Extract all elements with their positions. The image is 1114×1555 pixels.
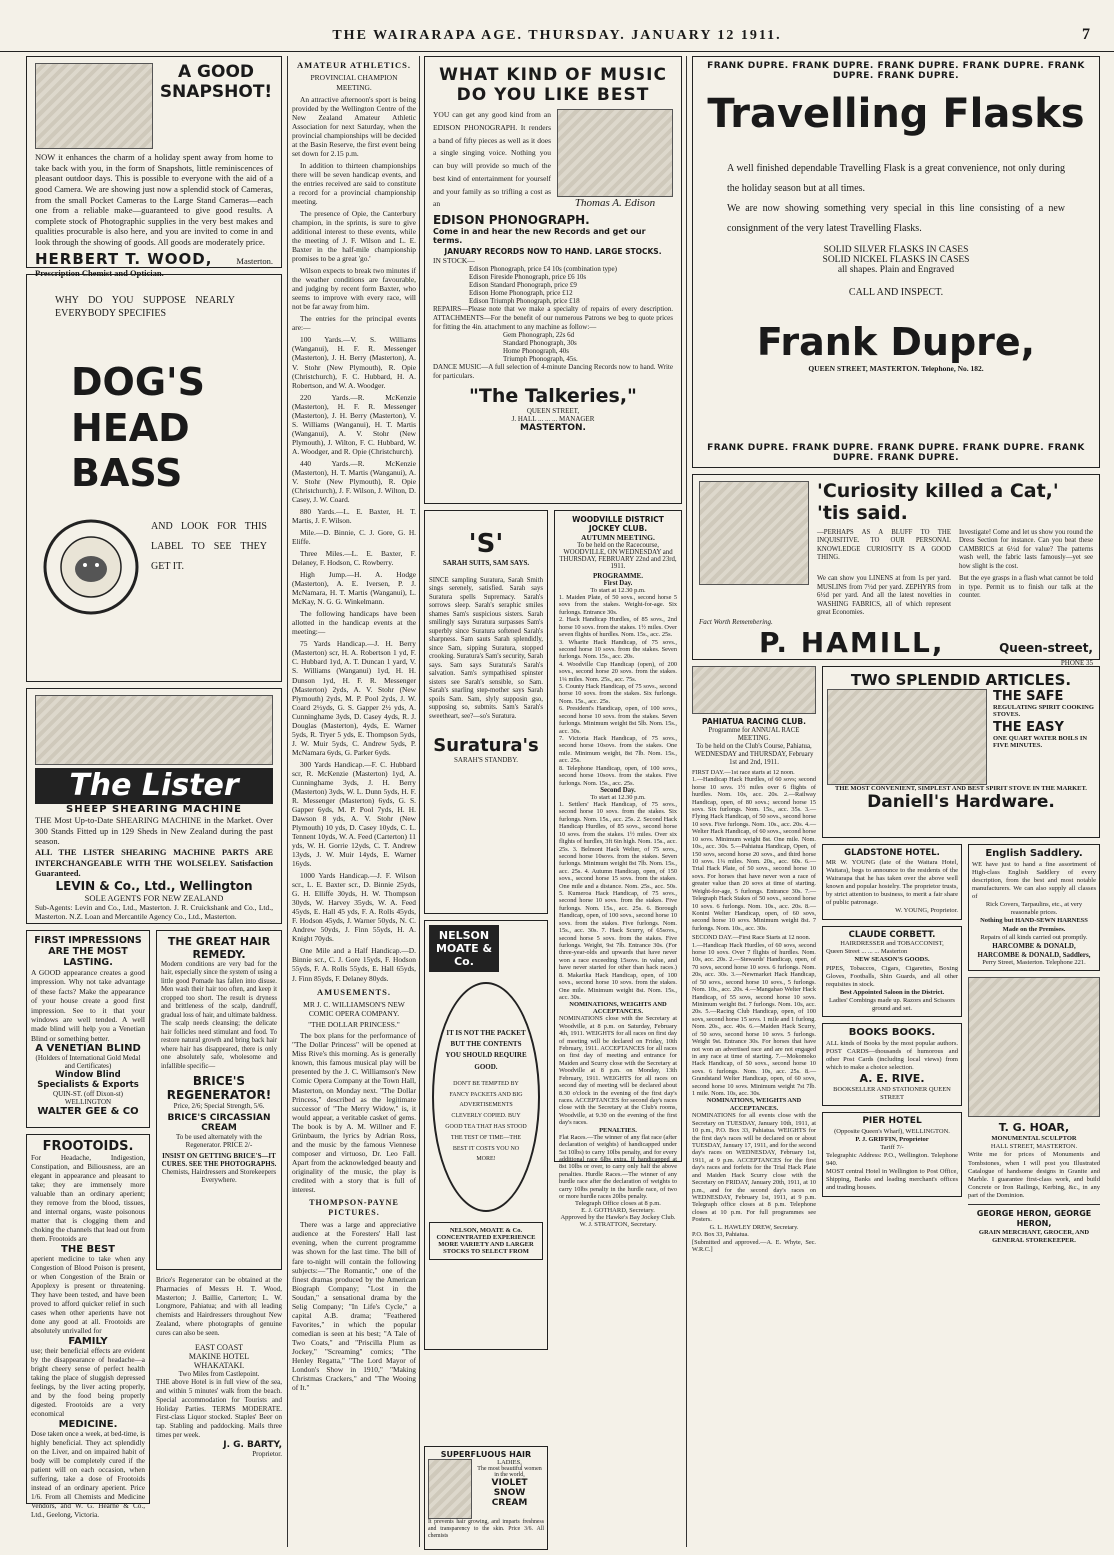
lister-firm: LEVIN & Co., Ltd., Wellington bbox=[55, 878, 253, 893]
suratura-big: 'S' bbox=[468, 529, 504, 559]
hamill-left: —PERHAPS AS A BLUFF TO THE INQUISITIVE. TO OUR PERSONAL KNOWLEDGE CURIOSITY IS A GOOD THING. bbox=[817, 528, 951, 562]
edison-dance: DANCE MUSIC—A full selection of 4-minute Dancing Records now to hand. Write for particulars. bbox=[433, 363, 673, 380]
dogs-head-label-icon bbox=[41, 517, 141, 617]
pahiatua-nom: NOMINATIONS, WEIGHTS AND ACCEPTANCES. bbox=[706, 1097, 802, 1112]
athletics-p14: 75 Yards Handicap.—J. H. Berry (Masterton) scr, H. A. Robertson 1 yd, F. C. Hubbard 1yd, A. T. Duncan 1 yard, V. S. Williams (Wanganui) 1yd, H. H. Dunson 1yd, H. F. R. Messenger (Masterton) 2yds, A. V. Stohr (New Plymouth) 2yds, M. P. Pool 2yds, J. W. Coard 2½yds, G. S. Gapper 2½ yds, A. Cunninghame 3yds, D. Casey 4yds, R. J. Douglas (Masterton), 4yds, E. Warner 5yds, R. Tryer 5 yds, E. Thompson 5yds, J. W. Muir 5yds, C. Andrew 5yds, P. McNamara 6yds, G. Parker 6yds. bbox=[292, 639, 416, 757]
edison-name: EDISON PHONOGRAPH. bbox=[433, 213, 590, 227]
hoar-addr: HALL STREET, MASTERTON. bbox=[990, 1143, 1078, 1151]
edison-h2: DO YOU LIKE BEST bbox=[456, 85, 650, 105]
edison-town: MASTERTON. bbox=[520, 422, 586, 433]
lister-agents: SOLE AGENTS FOR NEW ZEALAND bbox=[84, 892, 224, 903]
athletics-p9: 880 Yards.—L. E. Baxter, H. T. Martis, J. F. Wilson. bbox=[292, 506, 416, 526]
athletics-p7: 220 Yards.—R. McKenzie (Masterton), H. F. R. Messenger (Masterton), J. H. Berry (Masterton), V. S. Williams (Wanganui), H. T. Martis (Wanganui), A. V. Stohr (New Plymouth), J. Wilton, F. C. Hubbard, W. A. Woodger, and R. Opie (Christchurch). bbox=[292, 392, 416, 456]
column-2 bbox=[292, 56, 416, 1551]
camera-illustration bbox=[35, 63, 153, 149]
blind-sub: (Holders of International Gold Medal and Certificates) bbox=[35, 1054, 141, 1070]
pahiatua-sec: G. L. HAWLEY DREW, Secretary. bbox=[709, 1223, 799, 1231]
woodville-sub: AUTUMN MEETING. bbox=[581, 533, 655, 542]
amusements-show: "THE DOLLAR PRINCESS." bbox=[308, 1020, 400, 1030]
daniell-easy: THE EASY bbox=[993, 720, 1064, 735]
wood-sub: Prescription Chemist and Optician. bbox=[35, 267, 164, 278]
saddlery-harness: Nothing but HAND-SEWN HARNESS Made on the Premises. bbox=[980, 917, 1088, 933]
dupre-l3: all shapes. Plain and Engraved bbox=[837, 265, 955, 275]
amusements-p1: The box plans for the performance of "The Dollar Princess" will be opened at Miss Rive's this morning. As is generally known, this famous musical play will be presented by the J. C. Williamson's New Comic Opera Company at the Town Hall, Masterton, on Monday next. "The Dollar Princess," described as the legitimate successor of "The Merry Widow," is, it would appear, a veritable casket of gems. The book is by A. M. Willner and F. Grünbaum, the lyrics by Adrian Ross, and the music by the famous Viennese composer and virtuoso, Dr. Leo Fall. Apart from the acknowledged beauty and originality of the music, the play is credited with a story that is full of interest. bbox=[292, 1031, 416, 1194]
corbett-new: NEW SEASON'S GOODS. bbox=[854, 956, 930, 964]
wood-heading: A GOOD SNAPSHOT! bbox=[159, 62, 273, 102]
frootoids-family: FAMILY bbox=[68, 1336, 108, 1347]
violet-snow-cream-advert bbox=[424, 1446, 548, 1550]
column-rule bbox=[287, 56, 288, 1547]
saddlery-body: WE have just to hand a fine assortment of High-class English Saddlery of every description, from the best and most notable manufacturers. We can also supply all classes of bbox=[972, 860, 1096, 900]
lister-advert bbox=[26, 688, 282, 924]
hoar-body: Write me for prices of Monuments and Tombstones, when I will post you Illustrated Catalogue of handsome designs in Granite and Marble. I guarantee first-class work, and build Concrete or Iron Railings, Kerbing, &c., in any part of the Dominion. bbox=[968, 1151, 1100, 1199]
dupre-body1: A well finished dependable Travelling Flask is a great convenience, not only during the holiday season but at all times. bbox=[727, 163, 1065, 194]
edison-street: QUEEN STREET, bbox=[526, 406, 580, 415]
column-3 bbox=[424, 56, 682, 1551]
dupre-heading: Travelling Flasks bbox=[707, 91, 1085, 137]
brices-cream: BRICE'S CIRCASSIAN CREAM bbox=[167, 1113, 271, 1134]
woodville-races-day1 bbox=[559, 594, 677, 787]
column-1 bbox=[26, 56, 282, 1551]
pahiatua-heading: PAHIATUA RACING CLUB. bbox=[702, 717, 806, 726]
woodville-sec2: W. J. STRATTON, Secretary. bbox=[579, 1221, 657, 1229]
pier-name: P. J. GRIFFIN, Proprietor bbox=[855, 1135, 929, 1143]
edison-come: Come in and hear the new Records and get our terms. bbox=[433, 227, 646, 245]
athletics-p4: Wilson expects to break two minutes if the weather conditions are favourable, and judging by recent form Baxter, who seems to improve with every race, will not be far away from him. bbox=[292, 266, 416, 312]
corbett-body: PIPES, Tobaccos, Cigars, Cigarettes, Boxing Gloves, Footballs, Shin Guards, and all other requisites in stock. bbox=[826, 964, 958, 988]
woodville-race: 4. Woodville Cup Handicap (open), of 200 sovs., second horse 20 sovs. from the stakes. 1¼ miles. Nom. 25s., acc. 75s. bbox=[559, 660, 677, 683]
nelson-foot: NELSON, MOATE & Co. CONCENTRATED EXPERIENCE MORE VARIETY AND LARGER STOCKS TO SELECT FROM bbox=[429, 1222, 543, 1260]
monument-illustration bbox=[968, 977, 1100, 1117]
hotel-h1: EAST COAST bbox=[194, 1343, 244, 1353]
nelson-warn: DON'T BE TEMPTED BY FANCY PACKETS AND BIG ADVERTISEMENTS CLEVERLY COPIED. BUY GOOD TEA THAT HAS STOOD THE TEST OF TIME—THE BEST IT COSTS YOU NO MORE! bbox=[445, 1080, 527, 1163]
amusements-p2: There was a large and appreciative audience at the Foresters' Hall last evening, when the current programme was shown for the last time. The bill of fare to-night will contain the following subjects:—"The Romantic," one of the finest dramas produced by the American Biograph Company; "Lost in the Soudan," a sensational drama by the Selig Company; "In Life's Cycle," a capital A.B. drama; "Feathered Favorites," in which the popular comedian is seen at his best; "A Tale of Two Coats," and "Priscilla Plum as Jockey," "Screaming" comics; "The Henley Regatta," "The Lord Mayor of London's Show in 1910," "Making Christmas Crackers," and "The Wooing of It." bbox=[292, 1220, 416, 1392]
athletics-p10: Mile.—D. Binnie, C. J. Gore, G. H. Eliffe. bbox=[292, 528, 416, 547]
woodville-tel: Telegraph Office closes at 8 p.m. bbox=[575, 1200, 661, 1208]
books-advert bbox=[822, 1023, 962, 1106]
dupre-addr: QUEEN STREET, MASTERTON. Telephone, No. 182. bbox=[808, 364, 984, 373]
daniell-safe: THE SAFE bbox=[993, 689, 1064, 704]
woodville-races-day2: 1. Settlers' Hack Handicap, of 75 sovs., second horse 10 sovs. from the stakes. Six furlongs. Nom. 15s., acc. 25s. 2. Second Hack Handicap Hurdles, of 85 sovs., second horse 10 sovs. from the stakes. 1½ miles. Over six flights of hurdles, 3ft 6in high. Nom. 15s., acc. 25s. 3. Belmont Hack Welter, of 75 sovs., second horse 10sovs. from the stakes. Seven furlongs. Minimum weight 8st 7lb. Nom. 15s., acc. 25s. 4. Autumn Handicap, open, of 150 sovs., second horse 15 sovs. from the stakes. One mile and a distance. Nom. 25s., acc. 50s. 5. Kumeroa Hack Handicap, of 75 sovs., second horse 10 sovs. from the stakes. Five furlongs. Nom. 15s., acc. 25s. 6. Borough Handicap, open, of 100 sovs., second horse 10 sovs. from the stakes. Five furlongs. Nom. 15s., acc. 30s. 7. Hack Scurry, of 65sovs., second horse 5 sovs. from the stakes. Five furlongs. Weight, 9st 7lb. Entrance 30s. (For three-year-olds and upwards that have never won a race exceeding 15sovs. in value, and have never started for other than hack races.) 8. Makarika Hack Handicap, open, of 100 sovs., second horse 10 sovs. from the stakes. One mile. Minimum weight 8st. Nom. 15s., acc. 30s. bbox=[559, 800, 677, 1001]
daniell-name: Daniell's Hardware. bbox=[867, 792, 1055, 812]
edison-models bbox=[469, 265, 673, 305]
edison-signature: Thomas A. Edison bbox=[574, 197, 656, 209]
pahiatua-first: FIRST DAY.—1st race starts at 12 noon. bbox=[692, 768, 795, 776]
brices-chemists: Chemists, Hairdressers and Storekeepers Everywhere. bbox=[161, 1168, 277, 1185]
frootoids-heading: FROOTOIDS. bbox=[42, 1139, 134, 1154]
gladstone-name: W. YOUNG, Proprietor. bbox=[895, 907, 958, 915]
edison-shop: "The Talkeries," bbox=[469, 384, 637, 407]
pahiatua-sub: Programme for ANNUAL RACE MEETING. bbox=[708, 726, 800, 742]
athletics-p2: In addition to thirteen championships there will be seven handicap events, and the entries received are said to constitute a record for a provincial championship meeting. bbox=[292, 160, 416, 206]
pahiatua-second: SECOND DAY.—First Race Starts at 12 noon. bbox=[692, 934, 811, 942]
spirit-stove-illustration bbox=[827, 689, 987, 785]
saddlery-items: Rick Covers, Tarpaulins, etc., at very reasonable prices. bbox=[985, 901, 1083, 917]
woodville-race: 7. Victoria Hack Handicap, of 75 sovs., second horse 10sovs. from the stakes. One mile. Minimum weight, 8st 7lb. Nom. 15s., acc. 25s. bbox=[559, 735, 677, 765]
pahiatua-advert bbox=[692, 718, 816, 1253]
blind-h3: Window Blind Specialists & Exports bbox=[37, 1070, 139, 1090]
corbett-sub: HAIRDRESSER and TOBACCONIST, bbox=[840, 940, 944, 948]
gladstone-body: MR W. YOUNG (late of the Waitara Hotel, Waitara), begs to announce to the residents of the Wairarapa that he has taken over the above well known and popular hostelry. The proprietor trusts, by strict attention to business, to merit a fair share of public patronage. bbox=[826, 858, 958, 907]
blind-addr: QUIN-ST. (off Dixon-st) WELLINGTON bbox=[53, 1090, 123, 1106]
gladstone-advert bbox=[822, 844, 962, 920]
hotel-miles: Two Miles from Castlepoint. bbox=[178, 1370, 260, 1379]
hotel-role: Proprietor. bbox=[252, 1449, 282, 1458]
masthead-title: THE WAIRARAPA AGE. THURSDAY. JANUARY 12 1911. bbox=[332, 28, 782, 43]
lady-portrait-illustration bbox=[428, 1459, 472, 1519]
wood-name: HERBERT T. WOOD, bbox=[35, 249, 213, 268]
saddlery-heading: English Saddlery. bbox=[985, 848, 1083, 859]
edison-advert bbox=[424, 56, 682, 504]
column-4 bbox=[692, 56, 1100, 1551]
lister-sub: SHEEP SHEARING MACHINE bbox=[66, 804, 242, 815]
heron-advert bbox=[968, 1209, 1100, 1245]
woodville-sec1: E. J. GOTHARD, Secretary. bbox=[581, 1207, 655, 1215]
amusements-sub: MR J. C. WILLIAMSON'S NEW COMIC OPERA COMPANY. bbox=[303, 999, 405, 1019]
nelson-oval bbox=[432, 982, 540, 1212]
heron-name: GEORGE HERON, GEORGE HERON, bbox=[976, 1209, 1092, 1229]
hotel-advert bbox=[156, 1343, 282, 1457]
woodville-nombody: NOMINATIONS close with the Secretary at Woodville, at 8 p.m. on Saturday, February 4th, 1911. WEIGHTS for all races on first day of meeting will be declared on Friday, 10th February, 1911. ACCEPTANCES for all races on first day of meeting and entrance for Maiden and Scurry close with the Secretary at Woodville at 8 p.m. on Monday, 13th February, 1911. WEIGHTS for all races on second day of meeting will be declared about 8.30 o'clock in the evening of the first day's races. ACCEPTANCES for second day's races close with the Secretary at the Club's rooms, Woodville, at 9.30 on the evening of the first day's races. bbox=[559, 1015, 677, 1127]
edison-price: Home Phonograph, 40s bbox=[503, 347, 569, 356]
pier-hotel-advert bbox=[822, 1112, 962, 1196]
wood-place: Masterton. bbox=[236, 255, 273, 266]
woodville-pen: PENALTIES. bbox=[599, 1126, 637, 1134]
hamill-street: Queen-street, bbox=[999, 640, 1093, 655]
woodville-approved: Approved by the Hawke's Bay Jockey Club. bbox=[560, 1214, 676, 1222]
phonograph-illustration bbox=[557, 109, 673, 197]
hamill-phone: PHONE 35 bbox=[1060, 658, 1093, 667]
edison-manager: J. HALL ... ... ... MANAGER bbox=[511, 414, 595, 423]
saddlery-advert bbox=[968, 844, 1100, 971]
edison-price: Standard Phonograph, 30s bbox=[503, 339, 577, 348]
hotel-h2: MAKINE HOTEL bbox=[188, 1352, 250, 1362]
daniell-heading: TWO SPLENDID ARTICLES. bbox=[850, 671, 1072, 689]
pahiatua-races1: 1.—Handicap Hack Hurdles, of 60 sovs; second horse 10 sovs. 1½ miles over 6 flights of hurdles. Nom. 10s, acc. 20s. 2.—Railway Handicap, open, of 80 sovs.; second horse 15 sovs. Six furlongs. Nom. 15s., acc. 35s. 3.—Flying Hack Handicap, of 50 sovs., second horse 10 sovs. Five furlongs. Nom. 10s., acc. 20s. 4.—Welter Hack Handicap, of 60 sovs., second horse 10 sovs. Minimum weight 8st. One mile. Nom. 10s., acc. 30s. 5.—Pahiatua Handicap, Open, of 150 sovs, second horse 20 sovs., and third horse 10 sovs. 1¼ miles. Nom. 20s., acc. 60s. 6.—Trial Hack Plate, of 50 sovs., second horse 10 sovs. For horses that have never won a race of greater value than 20 sovs at time of starting. Weight-for-age, 5 furlongs. Entrance 30s. 7.—Telegraph Hack Stakes of 50 sovs., second horse 10 sovs. 6 furlongs. Nom. 10s., acc. 20s. 8.—Konini Welter Handicap, open, of 60 sovs, second horse 10 sovs. Minimum weight 8st. 7 furlongs. Nom. 10s., acc. 30s. bbox=[692, 776, 816, 932]
athletics-heading: AMATEUR ATHLETICS. bbox=[296, 60, 412, 70]
thompson-payne-heading: THOMPSON-PAYNE PICTURES. bbox=[309, 1197, 399, 1217]
edison-h1: WHAT KIND OF MUSIC bbox=[439, 65, 667, 85]
athletics-p13: The following handicaps have been allotted in the handicap events at the meeting:— bbox=[292, 609, 416, 637]
edison-price: Gem Phonograph, 22s 6d bbox=[503, 331, 575, 340]
athletics-p16: 1000 Yards Handicap.—J. F. Wilson scr., L. E. Baxter scr., D. Binnie 25yds, G. H. Elliffe 30yds, H. W. Thompson 30yds, W. Harvey 35yds, W. A. Feed 45yds, E. Hall 45 yds, F. A. Rolls 45yds, F. Hodson 45yds, J. Warner 50yds, N. C. Andrew 50yds, J. Finn 55yds, H. A. Knight 70yds. bbox=[292, 871, 416, 944]
athletics-p1: An attractive afternoon's sport is being provided by the Wellington Centre of the New Zealand Amateur Athletic Association for next Saturday, when the provincial championships will be decided at the Basin Reserve, the first event being set down for 2.15 p.m. bbox=[292, 94, 416, 158]
edison-body: YOU can get any good kind from an EDISON PHONOGRAPH. It renders a band of fifty pieces as well as it does a single singing voice. Nothing you can buy will provide so much of the best kind of entertainment for yourself and your family as so trifling a cost as an bbox=[433, 110, 551, 209]
saddlery-name: HARCOMBE & DONALD, HARCOMBE & DONALD, Saddlers, bbox=[977, 941, 1091, 959]
horse-racing-illustration bbox=[692, 666, 816, 714]
edison-model: Edison Home Phonograph, price £12 bbox=[469, 289, 573, 297]
edison-repairs: REPAIRS—Please note that we make a specialty of repairs of every description. ATTACHMENTS—For the benefit of our numerous Patrons we beg to quote prices for fitting the 4in. attachment to any machine as follow:— bbox=[433, 305, 673, 331]
brices-cream-note: To be used alternately with the Regenerator. PRICE 2/- bbox=[175, 1133, 262, 1150]
dogs-head-advert bbox=[26, 274, 282, 682]
daniell-conv: THE MOST CONVENIENT, SIMPLEST AND BEST SPIRIT STOVE IN THE MARKET. bbox=[835, 785, 1087, 792]
pier-tariff: Tariff 7/- bbox=[880, 1143, 904, 1151]
dupre-name: Frank Dupre, bbox=[756, 320, 1036, 364]
hoar-name: T. G. HOAR, bbox=[998, 1121, 1070, 1135]
hotel-name: J. G. BARTY, bbox=[223, 1439, 282, 1450]
hamill-right2: But the eye grasps in a flash what cannot be told in type. Permit us to finish our talk at the counter. bbox=[959, 575, 1093, 600]
masthead bbox=[0, 0, 1114, 52]
pier-sub: (Opposite Queen's Wharf), WELLINGTON. bbox=[834, 1127, 950, 1135]
woodville-day1: First Day. bbox=[603, 580, 633, 587]
brices-name: BRICE'S REGENERATOR! bbox=[166, 1074, 272, 1103]
violet-h2: LADIES, bbox=[497, 1459, 522, 1466]
athletics-sub: PROVINCIAL CHAMPION MEETING. bbox=[310, 73, 398, 92]
hamill-heading: 'Curiosity killed a Cat,' 'tis said. bbox=[817, 480, 1059, 524]
violet-h1: SUPERFLUOUS HAIR bbox=[440, 1450, 532, 1459]
woodville-advert bbox=[554, 510, 682, 1229]
dupre-stripe: FRANK DUPRE. FRANK DUPRE. FRANK DUPRE. FRANK DUPRE. FRANK DUPRE. FRANK DUPRE. bbox=[707, 61, 1085, 81]
corbett-ladies: Ladies' Combings made up. Razors and Scissors ground and set. bbox=[829, 997, 955, 1013]
nelson-body: IT IS NOT THE PACKET BUT THE CONTENTS YOU SHOULD REQUIRE GOOD. bbox=[445, 1029, 527, 1071]
edison-price: Triumph Phonograph, 45s. bbox=[503, 355, 578, 364]
frootoids-body: For Headache, Indigestion, Constipation, and Biliousness, are an elegant in appearance and pleasant to take; they are immensely more valuable than an ordinary aperient; they remove from the blood, tissues, and internal organs, waste poisonous matter that is clogging them and choking the channels that lead out from them. Frootoids are bbox=[31, 1154, 145, 1243]
woodville-intro: To be held on the Racecourse, WOODVILLE, ON WEDNESDAY and THURSDAY, FEBRUARY 22nd and 23rd, 1911. bbox=[559, 542, 677, 570]
athletics-p12: High Jump.—H. A. Hodge (Masterton), A. E. Iversen, P. J. McNamara, H. T. Martis (Wanganui), L. McKay, N. G. G. Winkelmann. bbox=[292, 570, 416, 607]
page-number: 7 bbox=[1082, 26, 1090, 43]
saddlery-repairs: Repairs of all kinds carried out promptly. bbox=[980, 933, 1088, 941]
woodville-race: 6. President's Handicap, open, of 100 sovs., second horse 10 sovs. from the stakes. Seven furlongs. Minimum weight 8st 5lb. Nom. 15s., acc. 30s. bbox=[559, 705, 677, 735]
woodville-day2: Second Day. bbox=[600, 786, 636, 794]
frootoids-body3: use; their beneficial effects are evident by the disappearance of headache—a bright cheery sense of perfect health taking the place of sluggish depressed feelings, by the liver acting properly, and by the food being properly digested. Frootoids are a very economical bbox=[31, 1347, 145, 1418]
nelson-logo: NELSON MOATE & Co. bbox=[429, 925, 499, 972]
hamill-left2: We can show you LINENS at from 1s per yard. MUSLINS from 7½d per yard. ZEPHYRS from 6½d per yard. And all the latest novelties in WASHING FABRICS, all of which represent great Economies. bbox=[817, 575, 951, 617]
suratura-name: Suratura's bbox=[433, 735, 539, 757]
athletics-p5: The entries for the principal events are:— bbox=[292, 314, 416, 333]
frootoids-best: THE BEST bbox=[61, 1244, 115, 1255]
dupre-l1: SOLID SILVER FLASKS IN CASES bbox=[823, 245, 969, 255]
brices-heading: THE GREAT HAIR REMEDY. bbox=[167, 935, 271, 961]
blind-h2: A VENETIAN BLIND bbox=[35, 1043, 141, 1054]
frootoids-body4: Dose taken once a week, at bed-time, is highly beneficial. They act splendidly on the Liver, and on impaired habit of body will be completely cured if the patient will on each occasion, when suffering, take a dose of Frootoids instead of an ordinary aperient. Price 1/6. From all Chemists and Medicine Vendors, and W. G. Hearne & Co., Ltd., Geelong, Victoria. bbox=[31, 1430, 145, 1519]
woodville-race: 8. Telephone Handicap, open, of 100 sovs., second horse 10sovs. from the stakes. Five furlongs. Nom. 15s., acc. 25s. bbox=[559, 764, 677, 787]
daniell-easysub: ONE QUART WATER BOILS IN FIVE MINUTES. bbox=[993, 735, 1088, 749]
daniell-advert bbox=[822, 666, 1100, 838]
gladstone-heading: GLADSTONE HOTEL. bbox=[844, 848, 940, 858]
brices-body2: Brice's Regenerator can be obtained at the Pharmacies of Messrs H. T. Wood, Masterton; J. Baillie, Carterton; L. W. Longmore, Pahiatua; and with all leading chemists and Hairdressers throughout New Zealand, where photographs of genuine cures can also be seen. bbox=[156, 1276, 282, 1337]
hand-illustration bbox=[699, 481, 809, 585]
wood-advert bbox=[26, 56, 282, 278]
column-rule bbox=[686, 56, 687, 1547]
hotel-body: THE above Hotel is in full view of the sea, and within 5 minutes' walk from the beach. Special accommodation for Tourists and Holiday Parties. TERMS MODERATE. First-class Liquor stocked. Staples' Beer on tap. Stabling and paddocking. Mails three times per week. bbox=[156, 1378, 282, 1439]
hamill-right: Investigate! Come and let us show you round the Dress Section for instance. Can you beat these CAMBRICS at 6½d for value? The patterns wash well, the fabric lasts famously—yet see how slight is the cost. bbox=[959, 528, 1093, 570]
dogs-side: AND LOOK FOR THIS LABEL TO SEE THEY GET IT. bbox=[151, 520, 267, 572]
hamill-fact: Fact Worth Remembering. bbox=[699, 617, 773, 626]
blind-h1: FIRST IMPRESSIONS ARE THE MOST LASTING. bbox=[34, 935, 142, 968]
brices-advert bbox=[156, 930, 282, 1270]
shearing-handpiece-illustration bbox=[35, 695, 273, 765]
dogs-big: DOG'S HEAD BASS bbox=[71, 360, 206, 496]
edison-prices bbox=[503, 331, 673, 363]
pahiatua-intro: To be held on the Club's Course, Pahiatua, WEDNESDAY and THURSDAY, February 1st and 2nd, 1911. bbox=[694, 742, 814, 766]
hoar-sub: MONUMENTAL SCULPTOR bbox=[991, 1135, 1077, 1143]
frootoids-body2: aperient medicine to take when any Congestion of Blood Poison is present, or when Congestion of the Brain or Apoplexy is present or threatening. They have been tested, and have been proved to afford quicker relief in such cases when other aperients have not done any good at all. Frootoids are absolutely unrivalled for bbox=[31, 1255, 145, 1335]
suratura-tag: SARAH SUITS, SAM SAYS. bbox=[442, 559, 530, 567]
violet-body: It prevents hair growing, and imparts freshness and transparency to the skin. Price 3/6. All chemists bbox=[428, 1519, 544, 1540]
woodville-race: 5. County Hack Handicap, of 75 sovs., second horse 10 sovs. from the stakes. Six furlongs. Nom. 15s., acc. 25s. bbox=[559, 683, 677, 705]
woodville-prog: PROGRAMME. bbox=[593, 572, 643, 580]
blind-firm: WALTER GEE & CO bbox=[37, 1106, 139, 1117]
woodville-heading: WOODVILLE DISTRICT JOCKEY CLUB. bbox=[572, 515, 664, 533]
blind-body: A GOOD appearance creates a good impression. Why not take advantage of these facts? Make the appearance of your house create a good first impression. See to it that your windows are well tended. A well made blind will help you a Venetian Blind or something better. bbox=[31, 968, 145, 1043]
frootoids-advert bbox=[26, 1134, 150, 1519]
athletics-p3: The presence of Opie, the Canterbury champion, in the sprints, is sure to give additional interest to these events, while the meeting of J. F. Wilson and L. E. Baxter in the half-mile championship promises to be a great 'go.' bbox=[292, 209, 416, 264]
violet-h4: VIOLET SNOW CREAM bbox=[491, 1478, 528, 1508]
pahiatua-races2: 1.—Handicap Hack Hurdles, of 60 sovs, second horse 10 sovs. Over 7 flights of hurdles. Nom. 10s, acc. 20s. 2.—Stewards' Handicap, open, of 70 sovs, second horse 10 sovs. 6 furlongs. Nom. 20s, acc. 30s. 3.—Newmarket Hack Handicap, of 50 sovs., second horse 10 sovs., 5 furlongs. Nom. 10s., acc. 20s. 4.—Mangahao Welter Hack Handicap, of 55 sovs, second horse 10 sovs. Minimum weight 8st. 7 furlongs. Nom. 10s, acc. 20s. 5.—Racing Club Handicap, open, of 100 sovs, second horse 15 sovs. 1 mile and 1 furlong. Nom. 20s., acc. 40s. 6.—Maiden Hack Scurry, of 50 sovs, second horse 10 sovs. 5 furlongs. Weight 9st. Entrance 30s. For horses that have not won an advertised race and are not engaged in any race at time of starting. 7.—Mokomoko Hack Handicap, of 50 sovs., second horse 10 sovs. 6 furlongs. Nom. 10s, acc. 25s. 8.—Grandstand Welter Handicap, open, of 60 sovs, second horse 10 sovs. Minimum weight 7st 7lb. 1 mile. Nom. 10s, acc. 30s. bbox=[692, 941, 816, 1098]
edison-stock: IN STOCK— bbox=[433, 256, 475, 265]
edison-model: Edison Standard Phonograph, price £9 bbox=[469, 281, 577, 289]
dupre-body2: We are now showing something very special in this line consisting of a new consignment of the very latest Travelling Flasks. bbox=[727, 203, 1065, 234]
hamill-advert bbox=[692, 474, 1100, 667]
corbett-best: Best Appointed Saloon in the District. bbox=[839, 988, 945, 996]
violet-h3: The most beautiful women in the world, bbox=[477, 1466, 542, 1478]
lister-note: ALL THE LISTER SHEARING MACHINE PARTS ARE INTERCHANGEABLE WITH THE WOLSELEY. Satisfaction Guaranteed. bbox=[35, 846, 273, 879]
books-sub: BOOKSELLER AND STATIONER QUEEN STREET bbox=[833, 1086, 951, 1102]
suratura-stand: SARAH'S STANDBY. bbox=[454, 756, 518, 765]
suratura-advert bbox=[424, 510, 548, 914]
daniell-safesub: REGULATING SPIRIT COOKING STOVES. bbox=[993, 704, 1094, 718]
brices-insist: INSIST ON GETTING BRICE'S—IT CURES. SEE THE PHOTOGRAPHS. bbox=[161, 1152, 277, 1169]
hotel-h3: WHAKATAKI. bbox=[193, 1361, 245, 1371]
woodville-start2: To start at 12.30 p.m. bbox=[590, 793, 646, 801]
books-body: ALL kinds of Books by the most popular authors. POST CARDS—thousands of humorous and other Post Cards (including local views) from which to make a choice selection. bbox=[826, 1039, 958, 1072]
pahiatua-box: P.O. Box 33, Pahiatua. bbox=[692, 1231, 749, 1239]
brices-price: Price, 2/6; Special Strength, 5/6. bbox=[173, 1102, 265, 1111]
athletics-p11: Three Miles.—L. E. Baxter, F. Delaney, F. Hodson, C. Rowberry. bbox=[292, 549, 416, 568]
brices-body: Modern conditions are very bad for the hair, especially since the system of using a little good Pomade has fallen into disuse. Men wash their hair too often, and keep it cropped too short. The result is dryness and brittleness of the scalp, dandruff, gradual loss of hair, and ultimate baldness. The scalp needs cleansing; the delicate hair follicles need stimulant and food. To restore natural growth and bring back hair where hair has disappeared, there is only one absolutely safe, wholesome and infallible specific— bbox=[161, 961, 278, 1070]
lister-subagents: Sub-Agents: Levin and Co., Ltd., Masterton. J. R. Cruickshank and Co., Ltd., Masterton. N.Z. Loan and Mercantile Agency Co., Ltd., Masterton. bbox=[35, 902, 273, 922]
nelson-moate-advert bbox=[424, 920, 548, 1350]
woodville-race: 3. Wharite Hack Handicap, of 75 sovs., second horse 10 sovs. from the stakes. Seven furlongs. Nom. 15s., acc. 20s. bbox=[559, 638, 677, 661]
athletics-p6: 100 Yards.—V. S. Williams (Wanganui), H. F. R. Messenger (Masterton), J. H. Berry (Masterton), A. V. Stohr (New Plymouth), R. Opie (Christchurch), F. C. Hubbard, H. A. Robertson, and W. A. Woodger. bbox=[292, 335, 416, 390]
lister-body: THE Most Up-to-Date SHEARING MACHINE in the Market. Over 300 Stands Fitted up in 129 Sheds in New Zealand during the past season. bbox=[35, 815, 273, 847]
dupre-call: CALL AND INSPECT. bbox=[848, 287, 944, 298]
woodville-nom: NOMINATIONS, WEIGHTS AND ACCEPTANCES. bbox=[569, 1001, 667, 1016]
frootoids-medicine: MEDICINE. bbox=[58, 1419, 118, 1430]
edison-model: Edison Triumph Phonograph, price £18 bbox=[469, 297, 580, 305]
athletics-p17: One Mile and a Half Handicap.—D. Binnie scr., C. J. Gore 15yds, F. Hodson 55yds, F. A. Rolls 55yds, E. Hall 65yds, J. Finn 85yds, F. Delaney 80yds. bbox=[292, 946, 416, 983]
corbett-addr: Queen Street ... ... ... Masterton bbox=[826, 948, 908, 956]
books-name: A. E. RIVE. bbox=[859, 1072, 925, 1086]
edison-model: Edison Fireside Phonograph, price £6 10s bbox=[469, 273, 587, 281]
wood-body: NOW it enhances the charm of a holiday spent away from home to take back with you, in the form of Snapshots, little reminiscences of pleasant outdoor days. This is possible to everyone with the aid of a good Camera. We are showing just now a splendid stock of Cameras, from the small Pocket Cameras to the Large Stand Cameras—each one from a reliable make—guaranteed to give good results. A complete stock of Photographic supplies in the very best makes and qualities procurable is also here, and you are invited to come in and look through the showing of goods. All goods are moderately price. bbox=[35, 152, 273, 247]
dupre-l2: SOLID NICKEL FLASKS IN CASES bbox=[822, 255, 970, 265]
pier-tel: Telegraphic Address: P.O., Wellington. Telephone 940. bbox=[826, 1151, 958, 1167]
venetian-blind-advert bbox=[26, 930, 150, 1128]
edison-records: JANUARY RECORDS NOW TO HAND. LARGE STOCKS. bbox=[444, 247, 662, 256]
woodville-penbody: Flat Races.—The winner of any flat race (after declaration of weights) of handicapped under 5st 10lbs) to carry 10lbs penalty, and for every additional race 6lbs extra. If handicapped at 8st 10lbs or over, to carry only half the above penalties. Hurdle Races.—The winner of any hurdle race after the declaration of weights to carry 10lbs penalty in the hurdle race, of two or more hurdle races 20lbs penalty. bbox=[559, 1133, 677, 1201]
woodville-race: 2. Hack Handicap Hurdles, of 85 sovs., 2nd horse 10 sovs. from the stakes. 1½ miles. Over seven flights of hurdles. Nom. 15s., acc. 25s. bbox=[559, 616, 677, 639]
hamill-name: P. HAMILL, bbox=[759, 625, 945, 659]
saddlery-addr: Perry Street, Masterton. Telephone 221. bbox=[982, 959, 1086, 967]
pahiatua-nombody: NOMINATIONS for all events close with the Secretary on TUESDAY, January 10th, 1911, at 10 p.m., P.O. Box 33, Pahiatua. WEIGHTS for the first day's races will be declared on or about TUESDAY, January 17, 1911, and for the second day's races on WEDNESDAY, February 1st, 1911, at 9 p.m. ACCEPTANCES for the first day's races and forfeits for the Trial Hack Plate and Maiden Hack Scurry close with the Secretary on FRIDAY, January 20th, 1911, at 10 p.m., and for the second day's races on WEDNESDAY, February 1st, 1911, at 9 p.m. Telegraph office closes at 8 p.m. Telephone closes at 10 p.m. For full programmes see Posters. bbox=[692, 1112, 816, 1224]
amusements-heading: AMUSEMENTS. bbox=[316, 986, 392, 997]
woodville-start1: To start at 12.30 p.m. bbox=[590, 587, 646, 594]
dupre-advert bbox=[692, 56, 1100, 468]
pahiatua-auth: [Submitted and approved.—A. E. Whyte, Sec. W.R.C.] bbox=[692, 1238, 816, 1253]
heron-sub: GRAIN MERCHANT, GROCER, AND GENERAL STOREKEEPER. bbox=[978, 1229, 1090, 1245]
edison-model: Edison Phonograph, price £4 10s (combination type) bbox=[469, 265, 617, 273]
athletics-p15: 300 Yards Handicap.—F. C. Hubbard scr, R. McKenzie (Masterton) 1yd, A. Cunninghame 3yds, J. H. Berry (Masterton) 3yds, W. L. Dunn 5yds, H. F. R. Messenger (Masterton) 6yds, G. S. Gapper 6yds, M. P. Pool 7yds, H. H. Dawson 8 yds, A. V. Stohr (New Plymouth) 10 yds, D. Casey 10yds, C. L. Tennent 10yds, W. A. Feed (Carterton) 11 yds, W. H. Gorrie 12yds, C. T. Andrew 13yds, J. W. Muir 14yds, E. Warner 16yds. bbox=[292, 759, 416, 869]
hoar-advert bbox=[968, 1121, 1100, 1200]
pier-heading: PIER HOTEL bbox=[862, 1116, 922, 1127]
lister-brand: The Lister bbox=[35, 768, 273, 804]
woodville-race: 1. Maiden Plate, of 50 sovs., second horse 5 sovs from the stakes. Weight-for-age. Six furlongs. Entrance 30s. bbox=[559, 594, 677, 616]
suratura-body: SINCE sampling Suratura, Sarah Smith sings serenely, satisfied. Sarah says Suratura spells Supremacy. Sarah's sorrows sleep. Sarah's seraphic smiles shames Sam's suspicious sisters. Sarah smilingly says Suratura surpasses Sam's superbly since Suratura softened Sarah's sharpness. Sam sauts Sarah splendidly, since Sam, sipping Suratura, stopped crooking. Suratura's Sam's security, Sarah says. Sam says Suratura's Sarah's salvation. Sam's sympathised spinster sisters see Sarah's sensible, so Sam. Sarah's snarling step-mother says Sarah spoils Sam. Sam, slyly supposin gso, supposing so, submits. Sam's Sarah's sweetheart, see?—so's Suratura. bbox=[429, 577, 543, 720]
column-rule bbox=[419, 56, 420, 1547]
athletics-p8: 440 Yards.—R. McKenzie (Masterton), H. T. Martis (Wanganui), A. V. Stohr (New Plymouth), R. Opie (Christchurch), J. F. Wilson, J. Wilton, D. Casey, J. W. Coard. bbox=[292, 458, 416, 504]
dogs-intro: WHY DO YOU SUPPOSE NEARLY EVERYBODY SPECIFIES bbox=[55, 295, 235, 319]
corbett-heading: CLAUDE CORBETT. bbox=[848, 929, 936, 940]
corbett-advert bbox=[822, 926, 962, 1018]
pier-body: MOST central Hotel in Wellington to Post Office, Shipping, Banks and leading merchant's offices and trading houses. bbox=[826, 1168, 958, 1192]
books-heading: BOOKS BOOKS. bbox=[848, 1027, 936, 1039]
dupre-stripe-bottom: FRANK DUPRE. FRANK DUPRE. FRANK DUPRE. FRANK DUPRE. FRANK DUPRE. FRANK DUPRE. bbox=[707, 443, 1085, 463]
